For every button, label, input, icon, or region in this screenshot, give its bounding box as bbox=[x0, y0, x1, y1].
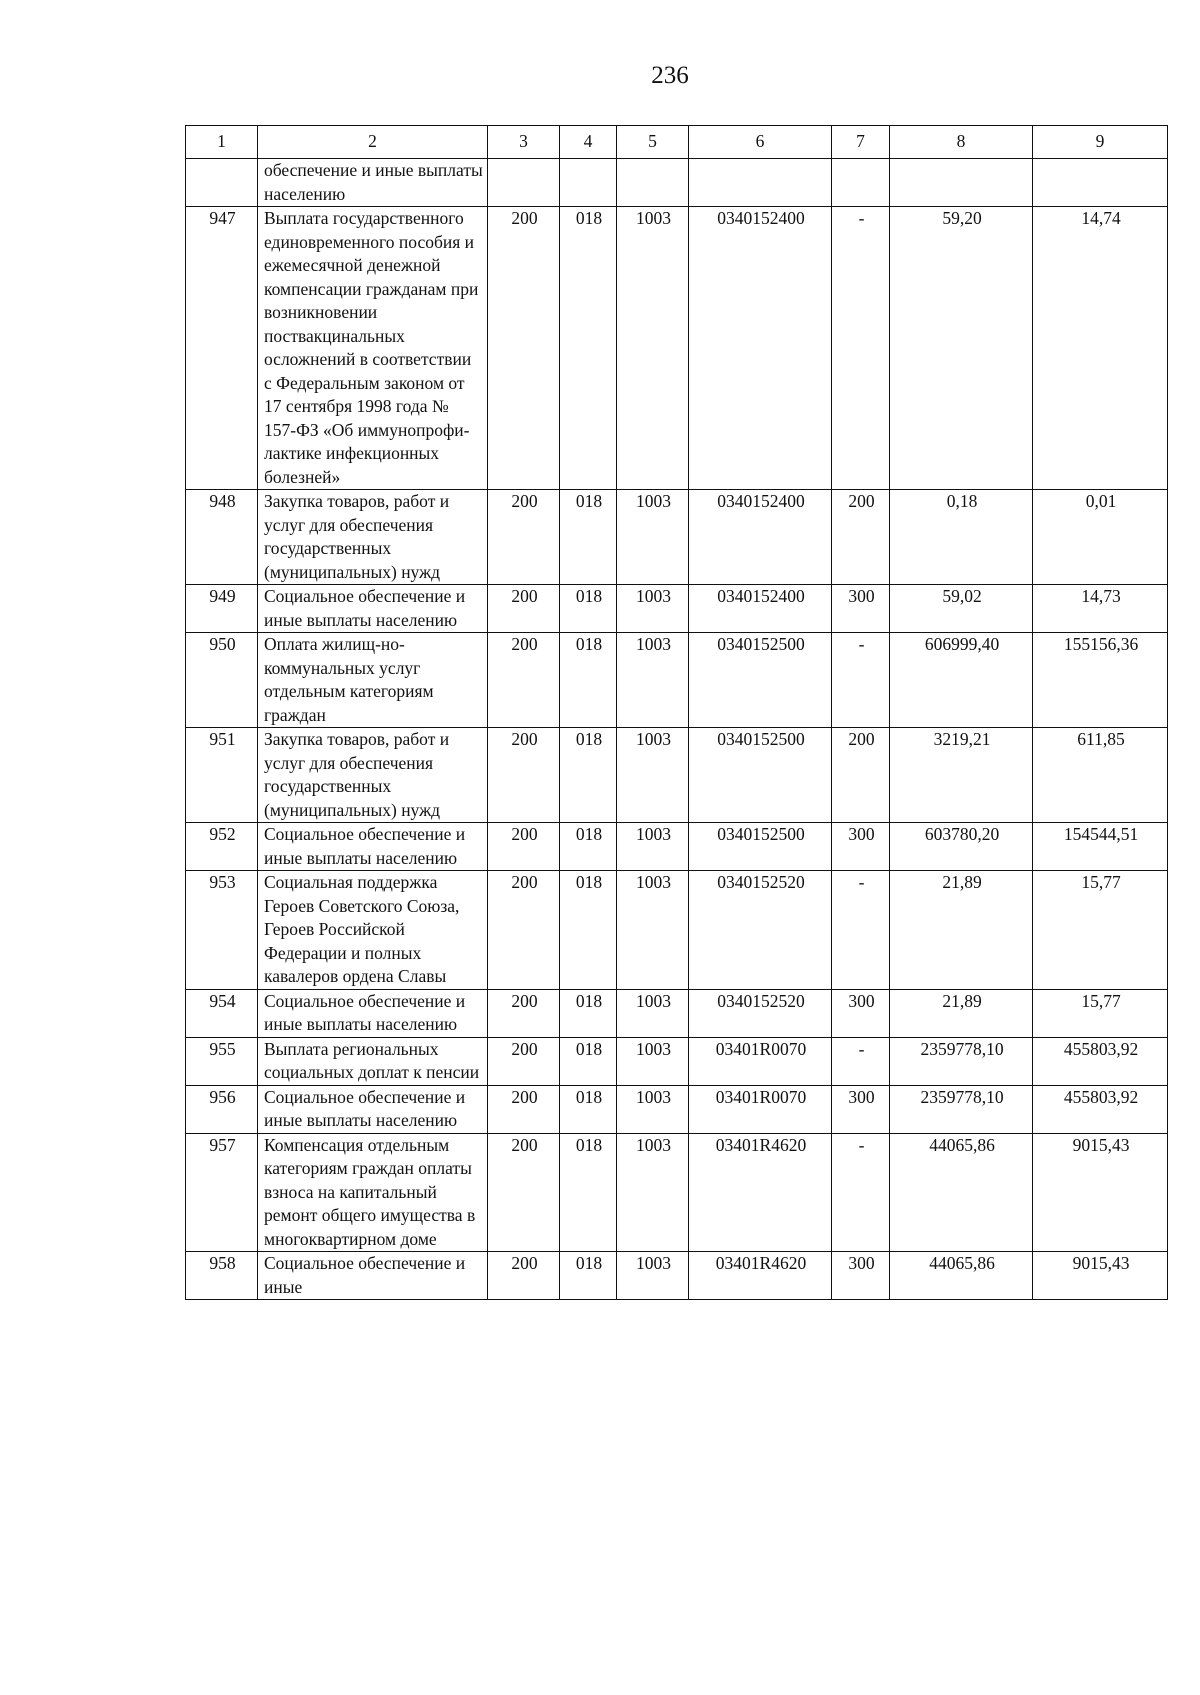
cell-col-5: 1003 bbox=[617, 585, 689, 633]
cell-col-6: 03401R0070 bbox=[689, 1037, 832, 1085]
row-number: 952 bbox=[186, 823, 258, 871]
header-cell: 4 bbox=[560, 126, 617, 159]
cell-col-5: 1003 bbox=[617, 633, 689, 728]
cell-col-6: 03401R4620 bbox=[689, 1252, 832, 1300]
cell-col-7: - bbox=[832, 1037, 890, 1085]
header-cell: 6 bbox=[689, 126, 832, 159]
cell-col-3: 200 bbox=[488, 633, 560, 728]
table-row bbox=[186, 1252, 1168, 1300]
cell-col-8: 606999,40 bbox=[890, 633, 1033, 728]
cell-col-4: 018 bbox=[560, 207, 617, 490]
row-name: Закупка товаров, работ и услуг для обеспечения государственных (муниципальных) нужд bbox=[258, 728, 488, 823]
cell-col-3: 200 bbox=[488, 1252, 560, 1300]
cell-col-7: 300 bbox=[832, 823, 890, 871]
budget-table bbox=[185, 125, 1168, 1300]
cell-col-6: 0340152520 bbox=[689, 989, 832, 1037]
cell-col-9: 9015,43 bbox=[1033, 1252, 1168, 1300]
row-name: Компенсация отдельным категориям граждан оплаты взноса на капитальный ремонт общего имущества в многоквартирном доме bbox=[258, 1133, 488, 1252]
cell-col-4: 018 bbox=[560, 1037, 617, 1085]
cell-col-8 bbox=[890, 159, 1033, 207]
table-row bbox=[186, 490, 1168, 585]
cell-col-9: 0,01 bbox=[1033, 490, 1168, 585]
cell-col-8: 603780,20 bbox=[890, 823, 1033, 871]
cell-col-8: 3219,21 bbox=[890, 728, 1033, 823]
row-number: 955 bbox=[186, 1037, 258, 1085]
cell-col-8: 2359778,10 bbox=[890, 1037, 1033, 1085]
row-name: Социальная поддержка Героев Советского Союза, Героев Российской Федерации и полных кавалеров ордена Славы bbox=[258, 871, 488, 990]
row-number: 956 bbox=[186, 1085, 258, 1133]
cell-col-3: 200 bbox=[488, 1085, 560, 1133]
cell-col-7: 200 bbox=[832, 728, 890, 823]
table-row bbox=[186, 728, 1168, 823]
cell-col-5: 1003 bbox=[617, 1085, 689, 1133]
cell-col-7: 300 bbox=[832, 989, 890, 1037]
cell-col-6: 0340152400 bbox=[689, 490, 832, 585]
cell-col-7: - bbox=[832, 207, 890, 490]
cell-col-4: 018 bbox=[560, 1133, 617, 1252]
cell-col-6: 0340152400 bbox=[689, 585, 832, 633]
table-row bbox=[186, 1133, 1168, 1252]
cell-col-3: 200 bbox=[488, 989, 560, 1037]
cell-col-6: 0340152500 bbox=[689, 823, 832, 871]
row-number: 957 bbox=[186, 1133, 258, 1252]
cell-col-4: 018 bbox=[560, 490, 617, 585]
cell-col-3: 200 bbox=[488, 728, 560, 823]
table-row bbox=[186, 1085, 1168, 1133]
row-name: Социальное обеспечение и иные выплаты населению bbox=[258, 585, 488, 633]
row-number: 954 bbox=[186, 989, 258, 1037]
row-name: Социальное обеспечение и иные выплаты населению bbox=[258, 1085, 488, 1133]
row-number: 958 bbox=[186, 1252, 258, 1300]
cell-col-4: 018 bbox=[560, 989, 617, 1037]
table-row bbox=[186, 823, 1168, 871]
cell-col-7: 300 bbox=[832, 585, 890, 633]
cell-col-9 bbox=[1033, 159, 1168, 207]
cell-col-8: 21,89 bbox=[890, 871, 1033, 990]
cell-col-9: 14,74 bbox=[1033, 207, 1168, 490]
table-body bbox=[186, 159, 1168, 1300]
cell-col-4: 018 bbox=[560, 823, 617, 871]
cell-col-5: 1003 bbox=[617, 207, 689, 490]
cell-col-9: 15,77 bbox=[1033, 989, 1168, 1037]
cell-col-3: 200 bbox=[488, 207, 560, 490]
row-number bbox=[186, 159, 258, 207]
cell-col-3: 200 bbox=[488, 1133, 560, 1252]
cell-col-4: 018 bbox=[560, 728, 617, 823]
cell-col-6: 0340152500 bbox=[689, 728, 832, 823]
page-number: 236 bbox=[651, 62, 689, 89]
cell-col-8: 2359778,10 bbox=[890, 1085, 1033, 1133]
cell-col-9: 154544,51 bbox=[1033, 823, 1168, 871]
cell-col-6: 03401R0070 bbox=[689, 1085, 832, 1133]
cell-col-9: 455803,92 bbox=[1033, 1037, 1168, 1085]
table-row bbox=[186, 159, 1168, 207]
cell-col-5: 1003 bbox=[617, 871, 689, 990]
cell-col-9: 15,77 bbox=[1033, 871, 1168, 990]
cell-col-9: 155156,36 bbox=[1033, 633, 1168, 728]
cell-col-5: 1003 bbox=[617, 989, 689, 1037]
cell-col-8: 59,02 bbox=[890, 585, 1033, 633]
table-row bbox=[186, 207, 1168, 490]
cell-col-3: 200 bbox=[488, 1037, 560, 1085]
cell-col-5: 1003 bbox=[617, 1037, 689, 1085]
cell-col-7: - bbox=[832, 871, 890, 990]
row-name: Выплата государственного единовременного пособия и ежемесячной денежной компенсации гражданам при возникновении поствакцинальных осложнений в соответствии с Федеральным законом от 17 сентября 1998 года № 157-ФЗ «Об иммунопрофи-лактике инфекционных болезней» bbox=[258, 207, 488, 490]
cell-col-4: 018 bbox=[560, 1085, 617, 1133]
row-number: 951 bbox=[186, 728, 258, 823]
cell-col-3: 200 bbox=[488, 823, 560, 871]
cell-col-4: 018 bbox=[560, 633, 617, 728]
cell-col-3 bbox=[488, 159, 560, 207]
cell-col-7 bbox=[832, 159, 890, 207]
cell-col-5: 1003 bbox=[617, 823, 689, 871]
cell-col-5: 1003 bbox=[617, 728, 689, 823]
row-number: 953 bbox=[186, 871, 258, 990]
cell-col-4: 018 bbox=[560, 1252, 617, 1300]
row-name: Социальное обеспечение и иные выплаты населению bbox=[258, 823, 488, 871]
cell-col-8: 44065,86 bbox=[890, 1252, 1033, 1300]
cell-col-4: 018 bbox=[560, 585, 617, 633]
cell-col-6 bbox=[689, 159, 832, 207]
header-cell: 1 bbox=[186, 126, 258, 159]
row-number: 947 bbox=[186, 207, 258, 490]
cell-col-7: 300 bbox=[832, 1085, 890, 1133]
cell-col-5 bbox=[617, 159, 689, 207]
table-row bbox=[186, 1037, 1168, 1085]
cell-col-8: 21,89 bbox=[890, 989, 1033, 1037]
row-name: Выплата региональных социальных доплат к пенсии bbox=[258, 1037, 488, 1085]
row-number: 948 bbox=[186, 490, 258, 585]
row-number: 950 bbox=[186, 633, 258, 728]
row-name: обеспечение и иные выплаты населению bbox=[258, 159, 488, 207]
cell-col-9: 611,85 bbox=[1033, 728, 1168, 823]
cell-col-3: 200 bbox=[488, 585, 560, 633]
cell-col-7: 300 bbox=[832, 1252, 890, 1300]
cell-col-5: 1003 bbox=[617, 1252, 689, 1300]
cell-col-8: 44065,86 bbox=[890, 1133, 1033, 1252]
row-name: Социальное обеспечение и иные выплаты населению bbox=[258, 989, 488, 1037]
cell-col-7: - bbox=[832, 1133, 890, 1252]
cell-col-3: 200 bbox=[488, 871, 560, 990]
cell-col-9: 14,73 bbox=[1033, 585, 1168, 633]
cell-col-9: 455803,92 bbox=[1033, 1085, 1168, 1133]
cell-col-6: 0340152500 bbox=[689, 633, 832, 728]
header-cell: 2 bbox=[258, 126, 488, 159]
header-cell: 5 bbox=[617, 126, 689, 159]
cell-col-6: 0340152520 bbox=[689, 871, 832, 990]
row-number: 949 bbox=[186, 585, 258, 633]
header-cell: 3 bbox=[488, 126, 560, 159]
row-name: Социальное обеспечение и иные bbox=[258, 1252, 488, 1300]
cell-col-6: 0340152400 bbox=[689, 207, 832, 490]
header-cell: 8 bbox=[890, 126, 1033, 159]
header-cell: 7 bbox=[832, 126, 890, 159]
cell-col-7: 200 bbox=[832, 490, 890, 585]
header-cell: 9 bbox=[1033, 126, 1168, 159]
row-name: Закупка товаров, работ и услуг для обеспечения государственных (муниципальных) нужд bbox=[258, 490, 488, 585]
cell-col-8: 59,20 bbox=[890, 207, 1033, 490]
header-row bbox=[186, 126, 1168, 159]
cell-col-9: 9015,43 bbox=[1033, 1133, 1168, 1252]
cell-col-6: 03401R4620 bbox=[689, 1133, 832, 1252]
cell-col-4 bbox=[560, 159, 617, 207]
table-row bbox=[186, 989, 1168, 1037]
table-row bbox=[186, 633, 1168, 728]
cell-col-8: 0,18 bbox=[890, 490, 1033, 585]
cell-col-4: 018 bbox=[560, 871, 617, 990]
cell-col-5: 1003 bbox=[617, 1133, 689, 1252]
cell-col-5: 1003 bbox=[617, 490, 689, 585]
cell-col-3: 200 bbox=[488, 490, 560, 585]
table-row bbox=[186, 585, 1168, 633]
row-name: Оплата жилищ-но-коммунальных услуг отдельным категориям граждан bbox=[258, 633, 488, 728]
cell-col-7: - bbox=[832, 633, 890, 728]
table-row bbox=[186, 871, 1168, 990]
